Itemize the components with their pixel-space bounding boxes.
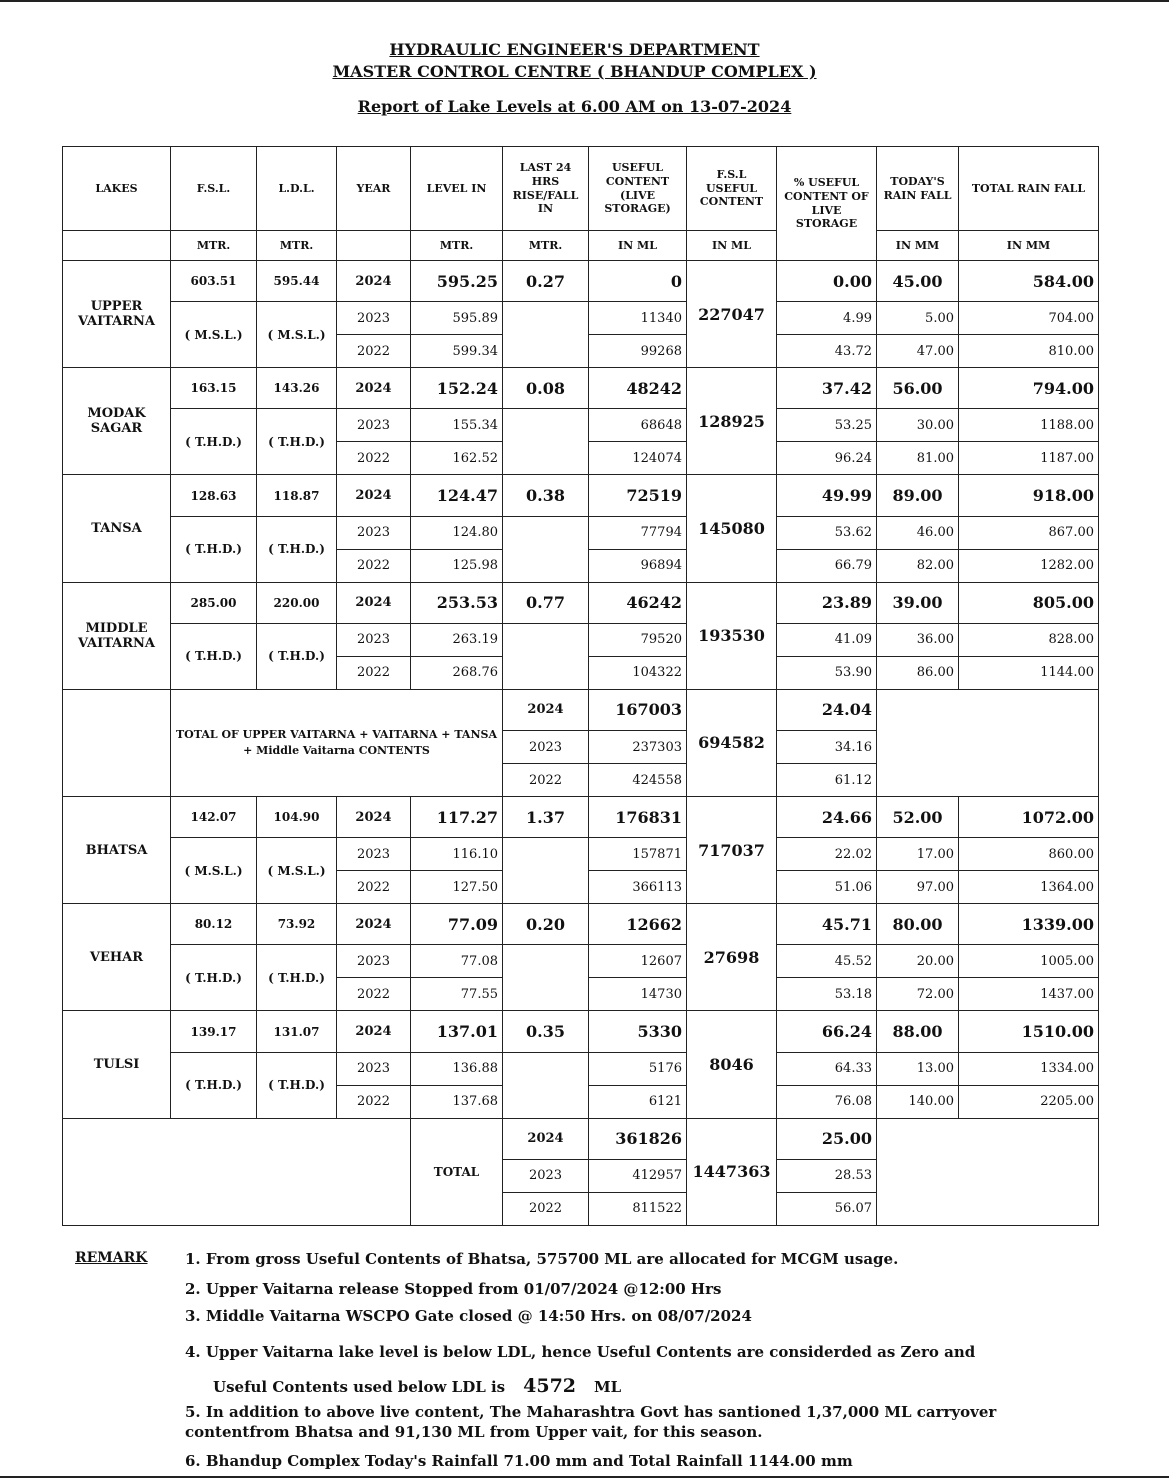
today-rain: 13.00 [877, 1052, 959, 1085]
unit-level: MTR. [411, 231, 503, 261]
today-rain: 52.00 [877, 797, 959, 838]
total-rain: 794.00 [959, 368, 1099, 409]
total-rain: 1005.00 [959, 945, 1099, 978]
col-total-rain: TOTAL RAIN FALL [959, 147, 1099, 231]
useful-content: 12607 [589, 945, 687, 978]
unit-fsl-useful: IN ML [687, 231, 777, 261]
total-rain: 1339.00 [959, 904, 1099, 945]
useful-content: 811522 [589, 1192, 687, 1225]
total-rain: 1187.00 [959, 442, 1099, 475]
table-row [63, 797, 1099, 838]
year: 2024 [503, 689, 589, 730]
level: 77.55 [411, 978, 503, 1011]
unit-rise: MTR. [503, 231, 589, 261]
rise-fall: 0.35 [503, 1011, 589, 1052]
lake-name: VEHAR [63, 904, 171, 1011]
rise-fall-empty [503, 945, 589, 1011]
ldl-datum: ( T.H.D.) [257, 945, 337, 1011]
year: 2022 [503, 1192, 589, 1225]
rise-fall: 0.08 [503, 368, 589, 409]
year: 2024 [337, 368, 411, 409]
today-rain: 30.00 [877, 409, 959, 442]
remark-1: 1. From gross Useful Contents of Bhatsa, 575700 ML are allocated for MCGM usage. [185, 1250, 899, 1268]
centre-title: MASTER CONTROL CENTRE ( BHANDUP COMPLEX ) [332, 62, 817, 81]
fsl-value: 139.17 [171, 1011, 257, 1052]
ldl-datum: ( M.S.L.) [257, 302, 337, 368]
col-today-rain: TODAY'S RAIN FALL [877, 147, 959, 231]
useful-content: 176831 [589, 797, 687, 838]
table-row [63, 1052, 1099, 1085]
fsl-value: 163.15 [171, 368, 257, 409]
table-row [63, 838, 1099, 871]
year: 2024 [337, 797, 411, 838]
pct-useful: 4.99 [777, 302, 877, 335]
ldl-value: 104.90 [257, 797, 337, 838]
level: 77.08 [411, 945, 503, 978]
today-rain: 72.00 [877, 978, 959, 1011]
today-rain: 82.00 [877, 549, 959, 582]
today-rain: 81.00 [877, 442, 959, 475]
fsl-useful-content: 145080 [687, 475, 777, 582]
pct-useful: 64.33 [777, 1052, 877, 1085]
col-ldl: L.D.L. [257, 147, 337, 231]
rise-fall-empty [503, 516, 589, 582]
subtotal-blank [63, 689, 171, 796]
year: 2023 [503, 731, 589, 764]
pct-useful: 22.02 [777, 838, 877, 871]
pct-useful: 53.18 [777, 978, 877, 1011]
pct-useful: 37.42 [777, 368, 877, 409]
today-rain: 45.00 [877, 261, 959, 302]
pct-useful: 24.04 [777, 689, 877, 730]
table-row [63, 582, 1099, 623]
pct-useful: 61.12 [777, 764, 877, 797]
ldl-datum: ( M.S.L.) [257, 838, 337, 904]
fsl-useful-content: 193530 [687, 582, 777, 689]
useful-content: 14730 [589, 978, 687, 1011]
pct-useful: 24.66 [777, 797, 877, 838]
year: 2022 [337, 978, 411, 1011]
fsl-value: 285.00 [171, 582, 257, 623]
ldl-value: 73.92 [257, 904, 337, 945]
total-rain: 810.00 [959, 335, 1099, 368]
unit-year [337, 231, 411, 261]
level: 137.01 [411, 1011, 503, 1052]
fsl-datum: ( M.S.L.) [171, 302, 257, 368]
level: 116.10 [411, 838, 503, 871]
pct-useful: 23.89 [777, 582, 877, 623]
fsl-useful-content: 8046 [687, 1011, 777, 1118]
level: 124.47 [411, 475, 503, 516]
total-row [63, 1118, 1099, 1159]
total-rain: 584.00 [959, 261, 1099, 302]
ldl-value: 118.87 [257, 475, 337, 516]
ldl-datum: ( T.H.D.) [257, 623, 337, 689]
level: 124.80 [411, 516, 503, 549]
year: 2022 [337, 656, 411, 689]
level: 155.34 [411, 409, 503, 442]
ldl-datum: ( T.H.D.) [257, 409, 337, 475]
total-rain: 1510.00 [959, 1011, 1099, 1052]
level: 125.98 [411, 549, 503, 582]
year: 2024 [337, 261, 411, 302]
table-row [63, 475, 1099, 516]
year: 2024 [337, 1011, 411, 1052]
subtotal-label: TOTAL OF UPPER VAITARNA + VAITARNA + TANSA + Middle Vaitarna CONTENTS [171, 689, 503, 796]
total-blank [63, 1118, 411, 1225]
lake-name: BHATSA [63, 797, 171, 904]
total-rain: 2205.00 [959, 1085, 1099, 1118]
pct-useful: 66.79 [777, 549, 877, 582]
useful-content: 6121 [589, 1085, 687, 1118]
table-row [63, 302, 1099, 335]
year: 2022 [337, 549, 411, 582]
total-label: TOTAL [411, 1118, 503, 1225]
level: 77.09 [411, 904, 503, 945]
col-pct: % USEFUL CONTENT OF LIVE STORAGE [777, 147, 877, 261]
col-level: LEVEL IN [411, 147, 503, 231]
total-rain: 867.00 [959, 516, 1099, 549]
useful-content: 48242 [589, 368, 687, 409]
lake-name: TANSA [63, 475, 171, 582]
level: 595.89 [411, 302, 503, 335]
fsl-useful-content: 1447363 [687, 1118, 777, 1225]
pct-useful: 51.06 [777, 871, 877, 904]
useful-content: 157871 [589, 838, 687, 871]
year: 2023 [337, 838, 411, 871]
total-rain: 1364.00 [959, 871, 1099, 904]
fsl-datum: ( T.H.D.) [171, 516, 257, 582]
remark-3: 3. Middle Vaitarna WSCPO Gate closed @ 14:50 Hrs. on 08/07/2024 [185, 1307, 752, 1325]
col-year: YEAR [337, 147, 411, 231]
year: 2022 [337, 442, 411, 475]
pct-useful: 41.09 [777, 623, 877, 656]
lake-levels-table [62, 146, 1099, 1226]
today-rain: 36.00 [877, 623, 959, 656]
level: 127.50 [411, 871, 503, 904]
lake-name: UPPER VAITARNA [63, 261, 171, 368]
fsl-useful-content: 717037 [687, 797, 777, 904]
rise-fall-empty [503, 409, 589, 475]
useful-content: 167003 [589, 689, 687, 730]
today-rain: 80.00 [877, 904, 959, 945]
ldl-value: 220.00 [257, 582, 337, 623]
table-row [63, 623, 1099, 656]
pct-useful: 28.53 [777, 1159, 877, 1192]
rise-fall-empty [503, 623, 589, 689]
ldl-value: 143.26 [257, 368, 337, 409]
table-row [63, 945, 1099, 978]
year: 2022 [337, 335, 411, 368]
fsl-useful-content: 694582 [687, 689, 777, 796]
total-rain: 1282.00 [959, 549, 1099, 582]
level: 162.52 [411, 442, 503, 475]
unit-ldl: MTR. [257, 231, 337, 261]
pct-useful: 49.99 [777, 475, 877, 516]
useful-content: 124074 [589, 442, 687, 475]
useful-content: 46242 [589, 582, 687, 623]
table-row [63, 368, 1099, 409]
useful-content: 96894 [589, 549, 687, 582]
useful-content: 412957 [589, 1159, 687, 1192]
today-rain: 20.00 [877, 945, 959, 978]
table-row [63, 409, 1099, 442]
total-rain: 828.00 [959, 623, 1099, 656]
remark-4-value: 4572 [523, 1375, 577, 1397]
useful-content: 5330 [589, 1011, 687, 1052]
today-rain: 88.00 [877, 1011, 959, 1052]
total-rain: 805.00 [959, 582, 1099, 623]
today-rain: 97.00 [877, 871, 959, 904]
year: 2022 [503, 764, 589, 797]
remark-4-text: Useful Contents used below LDL is [213, 1378, 506, 1396]
fsl-value: 80.12 [171, 904, 257, 945]
useful-content: 104322 [589, 656, 687, 689]
today-rain: 39.00 [877, 582, 959, 623]
pct-useful: 45.52 [777, 945, 877, 978]
fsl-value: 128.63 [171, 475, 257, 516]
fsl-datum: ( T.H.D.) [171, 623, 257, 689]
year: 2023 [337, 945, 411, 978]
ldl-value: 595.44 [257, 261, 337, 302]
ldl-datum: ( T.H.D.) [257, 1052, 337, 1118]
today-rain: 140.00 [877, 1085, 959, 1118]
remark-label: REMARK [75, 1250, 148, 1266]
ldl-value: 131.07 [257, 1011, 337, 1052]
table-row [63, 904, 1099, 945]
col-useful: USEFUL CONTENT (LIVE STORAGE) [589, 147, 687, 231]
fsl-datum: ( T.H.D.) [171, 1052, 257, 1118]
year: 2024 [337, 904, 411, 945]
fsl-datum: ( T.H.D.) [171, 409, 257, 475]
level: 268.76 [411, 656, 503, 689]
year: 2024 [503, 1118, 589, 1159]
fsl-value: 142.07 [171, 797, 257, 838]
pct-useful: 53.90 [777, 656, 877, 689]
subtotal-rain-blank [877, 689, 1099, 796]
year: 2023 [503, 1159, 589, 1192]
today-rain: 17.00 [877, 838, 959, 871]
level: 152.24 [411, 368, 503, 409]
today-rain: 56.00 [877, 368, 959, 409]
total-rain: 1072.00 [959, 797, 1099, 838]
fsl-useful-content: 27698 [687, 904, 777, 1011]
rise-fall: 0.38 [503, 475, 589, 516]
year: 2022 [337, 871, 411, 904]
total-rain: 1144.00 [959, 656, 1099, 689]
total-rain: 860.00 [959, 838, 1099, 871]
top-border [0, 0, 1169, 2]
department-title: HYDRAULIC ENGINEER'S DEPARTMENT [389, 40, 760, 59]
table-row [63, 516, 1099, 549]
pct-useful: 56.07 [777, 1192, 877, 1225]
useful-content: 79520 [589, 623, 687, 656]
pct-useful: 0.00 [777, 261, 877, 302]
total-rain: 1437.00 [959, 978, 1099, 1011]
remark-4-unit: ML [594, 1378, 622, 1396]
pct-useful: 96.24 [777, 442, 877, 475]
year: 2022 [337, 1085, 411, 1118]
useful-content: 72519 [589, 475, 687, 516]
level: 263.19 [411, 623, 503, 656]
total-rain: 918.00 [959, 475, 1099, 516]
total-rain: 1188.00 [959, 409, 1099, 442]
level: 595.25 [411, 261, 503, 302]
total-rain: 704.00 [959, 302, 1099, 335]
pct-useful: 25.00 [777, 1118, 877, 1159]
remark-4: 4. Upper Vaitarna lake level is below LDL, hence Useful Contents are considerded as Zero and [185, 1343, 976, 1361]
rise-fall: 0.77 [503, 582, 589, 623]
pct-useful: 53.25 [777, 409, 877, 442]
year: 2023 [337, 516, 411, 549]
total-rain-blank [877, 1118, 1099, 1225]
today-rain: 47.00 [877, 335, 959, 368]
useful-content: 68648 [589, 409, 687, 442]
fsl-useful-content: 128925 [687, 368, 777, 475]
level: 599.34 [411, 335, 503, 368]
pct-useful: 43.72 [777, 335, 877, 368]
useful-content: 237303 [589, 731, 687, 764]
level: 136.88 [411, 1052, 503, 1085]
rise-fall: 0.27 [503, 261, 589, 302]
year: 2023 [337, 409, 411, 442]
level: 253.53 [411, 582, 503, 623]
useful-content: 12662 [589, 904, 687, 945]
pct-useful: 34.16 [777, 731, 877, 764]
today-rain: 46.00 [877, 516, 959, 549]
fsl-useful-content: 227047 [687, 261, 777, 368]
fsl-datum: ( M.S.L.) [171, 838, 257, 904]
today-rain: 89.00 [877, 475, 959, 516]
ldl-datum: ( T.H.D.) [257, 516, 337, 582]
table-row [63, 1011, 1099, 1052]
unit-lakes [63, 231, 171, 261]
useful-content: 361826 [589, 1118, 687, 1159]
rise-fall: 1.37 [503, 797, 589, 838]
col-rise: LAST 24 HRS RISE/FALL IN [503, 147, 589, 231]
lake-name: MODAK SAGAR [63, 368, 171, 475]
report-title: Report of Lake Levels at 6.00 AM on 13-07-2024 [357, 97, 792, 116]
pct-useful: 53.62 [777, 516, 877, 549]
useful-content: 0 [589, 261, 687, 302]
remark-5-cont: contentfrom Bhatsa and 91,130 ML from Upper vait, for this season. [185, 1423, 763, 1441]
pct-useful: 66.24 [777, 1011, 877, 1052]
col-lakes: LAKES [63, 147, 171, 231]
col-fsl-useful: F.S.L USEFUL CONTENT [687, 147, 777, 231]
useful-content: 366113 [589, 871, 687, 904]
fsl-datum: ( T.H.D.) [171, 945, 257, 1011]
unit-total-rain: IN MM [959, 231, 1099, 261]
useful-content: 424558 [589, 764, 687, 797]
rise-fall-empty [503, 1052, 589, 1118]
total-rain: 1334.00 [959, 1052, 1099, 1085]
year: 2024 [337, 475, 411, 516]
year: 2023 [337, 1052, 411, 1085]
rise-fall-empty [503, 302, 589, 368]
rise-fall: 0.20 [503, 904, 589, 945]
lake-name: MIDDLE VAITARNA [63, 582, 171, 689]
remark-2: 2. Upper Vaitarna release Stopped from 01/07/2024 @12:00 Hrs [185, 1280, 722, 1298]
year: 2023 [337, 302, 411, 335]
unit-fsl: MTR. [171, 231, 257, 261]
today-rain: 5.00 [877, 302, 959, 335]
pct-useful: 45.71 [777, 904, 877, 945]
lake-name: TULSI [63, 1011, 171, 1118]
useful-content: 99268 [589, 335, 687, 368]
year: 2024 [337, 582, 411, 623]
unit-today-rain: IN MM [877, 231, 959, 261]
unit-useful: IN ML [589, 231, 687, 261]
useful-content: 11340 [589, 302, 687, 335]
remark-5: 5. In addition to above live content, The Maharashtra Govt has santioned 1,37,000 ML carryover [185, 1403, 997, 1421]
remark-6: 6. Bhandup Complex Today's Rainfall 71.00 mm and Total Rainfall 1144.00 mm [185, 1452, 853, 1470]
bottom-border [0, 1476, 1169, 1478]
fsl-value: 603.51 [171, 261, 257, 302]
table-row [63, 261, 1099, 302]
year: 2023 [337, 623, 411, 656]
subtotal-row [63, 689, 1099, 730]
today-rain: 86.00 [877, 656, 959, 689]
level: 137.68 [411, 1085, 503, 1118]
level: 117.27 [411, 797, 503, 838]
pct-useful: 76.08 [777, 1085, 877, 1118]
useful-content: 77794 [589, 516, 687, 549]
rise-fall-empty [503, 838, 589, 904]
useful-content: 5176 [589, 1052, 687, 1085]
col-fsl: F.S.L. [171, 147, 257, 231]
remark-4-cont [213, 1375, 621, 1397]
